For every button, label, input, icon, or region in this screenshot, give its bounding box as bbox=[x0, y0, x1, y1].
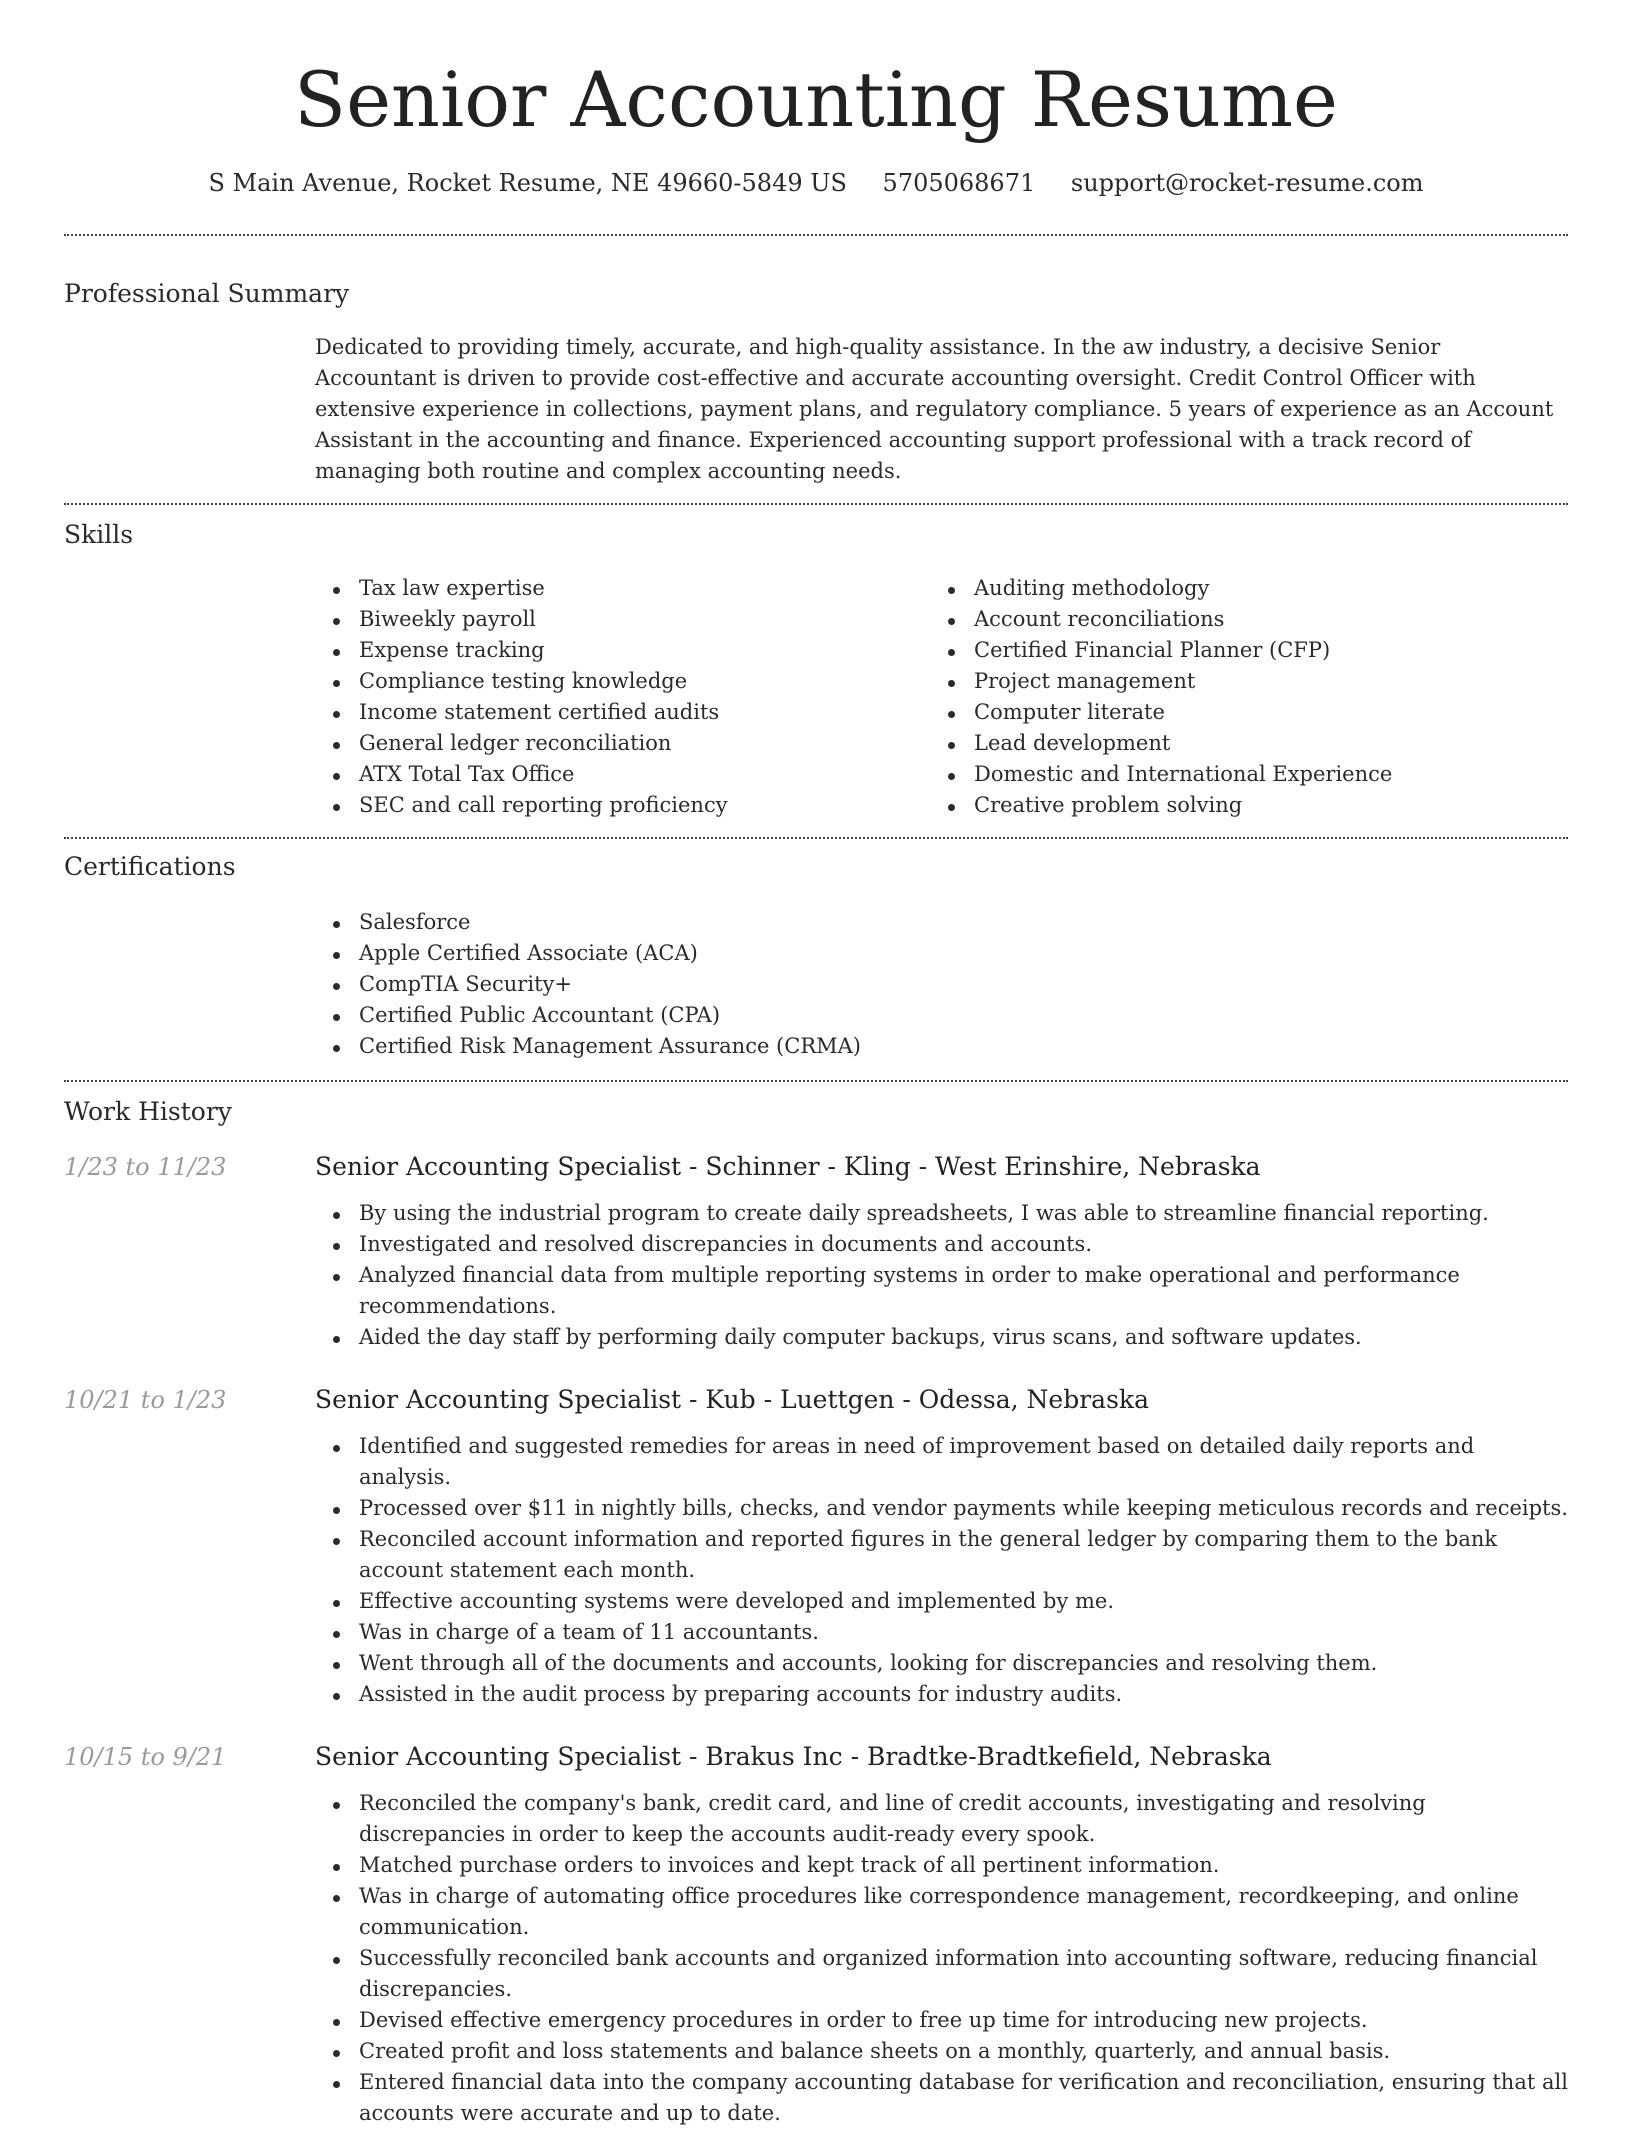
skill-item: Biweekly payroll bbox=[315, 604, 930, 635]
divider bbox=[64, 234, 1568, 236]
summary-text: Dedicated to providing timely, accurate, and high-quality assistance. In the aw industry, a decisive Senior Accountant is driven to provide cost-effective and accurate accounting oversight. Credit Control Officer with extensive experience in collections, payment plans, and regulatory compliance. 5 years of experience as an Account Assistant in the accounting and finance. Experienced accounting support professional with a track record of managing both routine and complex accounting needs. bbox=[315, 335, 1554, 483]
skill-item: Creative problem solving bbox=[930, 790, 1545, 821]
skill-item: SEC and call reporting proficiency bbox=[315, 790, 930, 821]
skills-list-left bbox=[315, 573, 930, 821]
divider bbox=[64, 837, 1568, 839]
skill-item: Compliance testing knowledge bbox=[315, 666, 930, 697]
resume-title: Senior Accounting Resume bbox=[294, 55, 1338, 144]
job-bullet: Effective accounting systems were developed and implemented by me. bbox=[315, 1586, 1568, 1617]
job-header bbox=[64, 1150, 1568, 1184]
skill-item: Income statement certified audits bbox=[315, 697, 930, 728]
job-bullets bbox=[315, 1198, 1568, 1353]
job-bullet: Assisted in the audit process by preparing accounts for industry audits. bbox=[315, 1679, 1568, 1710]
job-bullet: Was in charge of automating office procedures like correspondence management, recordkeeping, and online communication. bbox=[315, 1881, 1568, 1943]
work-history-section bbox=[64, 1094, 1568, 2129]
job-bullets bbox=[315, 1431, 1568, 1710]
certification-item: Certified Public Accountant (CPA) bbox=[315, 1000, 1568, 1031]
job-title: Senior Accounting Specialist - Kub - Luettgen - Odessa, Nebraska bbox=[315, 1385, 1149, 1414]
certification-item: Certified Risk Management Assurance (CRMA) bbox=[315, 1031, 1568, 1062]
job-bullet: Devised effective emergency procedures in order to free up time for introducing new projects. bbox=[315, 2005, 1568, 2036]
job-dates: 1/23 to 11/23 bbox=[64, 1153, 227, 1181]
job-entry bbox=[64, 1740, 1568, 2129]
job-bullet: Went through all of the documents and accounts, looking for discrepancies and resolving them. bbox=[315, 1648, 1568, 1679]
skills-grid bbox=[315, 573, 1568, 821]
divider bbox=[64, 503, 1568, 505]
job-header bbox=[64, 1740, 1568, 1774]
skill-item: Domestic and International Experience bbox=[930, 759, 1545, 790]
job-entry bbox=[64, 1383, 1568, 1710]
job-title: Senior Accounting Specialist - Schinner - Kling - West Erinshire, Nebraska bbox=[315, 1152, 1261, 1181]
skills-list-right bbox=[930, 573, 1545, 821]
contact-line bbox=[64, 166, 1568, 200]
skill-item: Project management bbox=[930, 666, 1545, 697]
certification-item: Salesforce bbox=[315, 907, 1568, 938]
skill-item: Computer literate bbox=[930, 697, 1545, 728]
job-header bbox=[64, 1383, 1568, 1417]
certifications-section bbox=[64, 849, 1568, 1062]
job-bullet: Analyzed financial data from multiple reporting systems in order to make operational and performance recommendations. bbox=[315, 1260, 1568, 1322]
job-bullet: Aided the day staff by performing daily computer backups, virus scans, and software updates. bbox=[315, 1322, 1568, 1353]
skill-item: Certified Financial Planner (CFP) bbox=[930, 635, 1545, 666]
job-bullet: Processed over $11 in nightly bills, checks, and vendor payments while keeping meticulous records and receipts. bbox=[315, 1493, 1568, 1524]
job-bullet: Matched purchase orders to invoices and kept track of all pertinent information. bbox=[315, 1850, 1568, 1881]
job-dates: 10/21 to 1/23 bbox=[64, 1386, 227, 1414]
job-bullet: Was in charge of a team of 11 accountants. bbox=[315, 1617, 1568, 1648]
divider bbox=[64, 1080, 1568, 1082]
summary-section bbox=[64, 276, 1568, 487]
certification-item: CompTIA Security+ bbox=[315, 969, 1568, 1000]
job-bullet: Entered financial data into the company accounting database for verification and reconciliation, ensuring that all accounts were accurate and up to date. bbox=[315, 2067, 1568, 2129]
job-title: Senior Accounting Specialist - Brakus Inc - Bradtke-Bradtkefield, Nebraska bbox=[315, 1742, 1272, 1771]
job-bullet: Identified and suggested remedies for areas in need of improvement based on detailed daily reports and analysis. bbox=[315, 1431, 1568, 1493]
certification-item: Apple Certified Associate (ACA) bbox=[315, 938, 1568, 969]
work-history-heading: Work History bbox=[64, 1097, 232, 1126]
job-bullet: Created profit and loss statements and balance sheets on a monthly, quarterly, and annual basis. bbox=[315, 2036, 1568, 2067]
skill-item: Expense tracking bbox=[315, 635, 930, 666]
skill-item: Account reconciliations bbox=[930, 604, 1545, 635]
job-bullet: Reconciled account information and reported figures in the general ledger by comparing them to the bank account statement each month. bbox=[315, 1524, 1568, 1586]
skills-section bbox=[64, 517, 1568, 821]
job-bullet: Reconciled the company's bank, credit card, and line of credit accounts, investigating and resolving discrepancies in order to keep the accounts audit-ready every spook. bbox=[315, 1788, 1568, 1850]
certifications-heading: Certifications bbox=[64, 852, 236, 881]
contact-address: S Main Avenue, Rocket Resume, NE 49660-5849 US bbox=[208, 169, 847, 197]
skill-item: Lead development bbox=[930, 728, 1545, 759]
skills-heading: Skills bbox=[64, 520, 134, 549]
job-entry bbox=[64, 1150, 1568, 1353]
skill-item: ATX Total Tax Office bbox=[315, 759, 930, 790]
job-bullet: Successfully reconciled bank accounts and organized information into accounting software, reducing financial discrepancies. bbox=[315, 1943, 1568, 2005]
job-bullet: By using the industrial program to create daily spreadsheets, I was able to streamline financial reporting. bbox=[315, 1198, 1568, 1229]
certifications-list bbox=[315, 907, 1568, 1062]
resume-page bbox=[64, 0, 1568, 2129]
job-bullets bbox=[315, 1788, 1568, 2129]
contact-phone: 5705068671 bbox=[882, 169, 1036, 197]
skill-item: General ledger reconciliation bbox=[315, 728, 930, 759]
skill-item: Auditing methodology bbox=[930, 573, 1545, 604]
summary-heading: Professional Summary bbox=[64, 279, 350, 308]
skill-item: Tax law expertise bbox=[315, 573, 930, 604]
job-dates: 10/15 to 9/21 bbox=[64, 1743, 227, 1771]
contact-email: support@rocket-resume.com bbox=[1070, 169, 1424, 197]
job-bullet: Investigated and resolved discrepancies in documents and accounts. bbox=[315, 1229, 1568, 1260]
